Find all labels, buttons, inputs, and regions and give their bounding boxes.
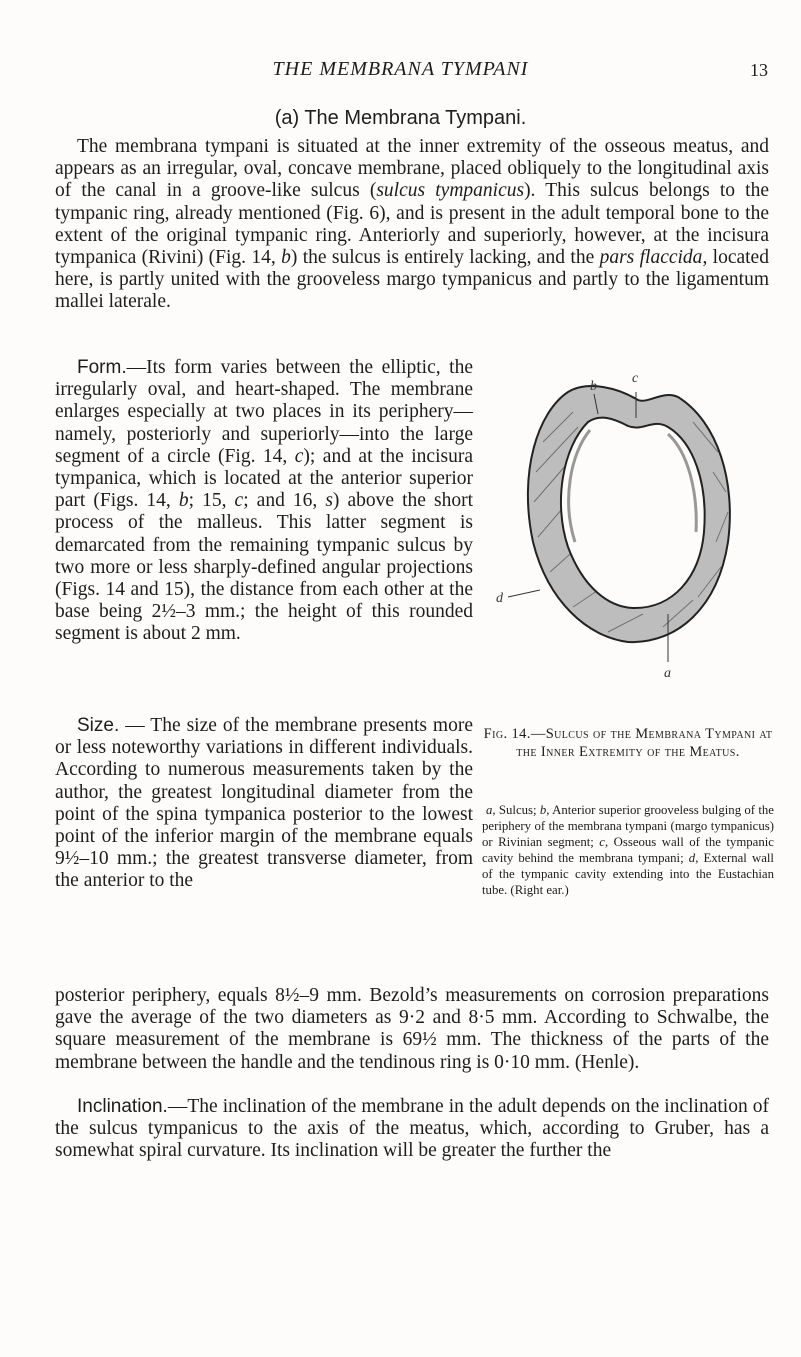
figure-label-a: a — [664, 666, 671, 681]
form-heading: Form. — [77, 357, 127, 378]
paragraph-size-continued: posterior periphery, equals 8½–9 mm. Bezold’s measurements on corrosion preparations gave the average of the two diameters as 9·2 and 8·5 mm. According to Schwalbe, the square measurement of the membrane is 69½ mm. The thickness of the parts of the membrane between the handle and the tendinous ring is 0·10 mm. (Henle). — [55, 985, 769, 1073]
page-number: 13 — [750, 60, 768, 80]
paragraph-intro: The membrana tympani is situated at the inner extremity of the osseous meatus, and appears as an irregular, oval, concave membrane, placed obliquely to the longitudinal axis of the canal in a groove-like sulcus (sulcus tympanicus). This sulcus belongs to the tympanic ring, already mentioned (Fig. 6), and is present in the adult temporal bone to the extent of the original tympanic ring. Anteriorly and superiorly, however, at the incisura tympanica (Rivini) (Fig. 14, b) the sulcus is entirely lacking, and the pars flaccida, located here, is partly united with the grooveless margo tympanicus and partly to the ligamentum mallei laterale. — [55, 136, 769, 313]
figure-14-illustration — [478, 352, 778, 712]
running-header: THE MEMBRANA TYMPANI — [272, 58, 529, 80]
figure-caption-title: Fig. 14.—Sulcus of the Membrana Tympani at the Inner Extremity of the Meatus. — [483, 726, 773, 760]
figure-label-b: b — [590, 379, 597, 394]
paragraph-form: Form.—Its form varies between the elliptic, the irregularly oval, and heart-shaped. The membrane enlarges especially at two places in its periphery—namely, posteriorly and superiorly—into the large segment of a circle (Fig. 14, c); and at the incisura tympanica, which is located at the anterior superior part (Figs. 14, b; 15, c; and 16, s) above the short process of the malleus. This latter segment is demarcated from the remaining tympanic sulcus by two more or less sharply-defined angular projections (Figs. 14 and 15), the distance from each other at the base being 2½–3 mm.; the height of this rounded segment is about 2 mm. — [55, 357, 473, 645]
inclination-heading: Inclination. — [77, 1096, 168, 1117]
size-heading: Size. — [77, 715, 120, 736]
sulcus-illustration — [478, 352, 778, 712]
figure-caption-body: a, Sulcus; b, Anterior superior grooveless bulging of the periphery of the membrana tympani (margo tympanicus) or Rivinian segment; c, Osseous wall of the tympanic cavity behind the membrana tympani; d, External wall of the tympanic cavity extending into the Eustachian tube. (Right ear.) — [482, 803, 774, 897]
figure-label-c: c — [632, 371, 639, 386]
section-title: (a) The Membrana Tympani. — [274, 107, 527, 129]
paragraph-inclination: Inclination.—The inclination of the membrane in the adult depends on the inclination of the sulcus tympanicus to the axis of the meatus, which, according to Gruber, has a somewhat spiral curvature. Its inclination will be greater the further the — [55, 1096, 769, 1162]
paragraph-size: Size. — The size of the membrane presents more or less noteworthy variations in different individuals. According to numerous measurements taken by the author, the greatest longitudinal diameter from the point of the spina tympanica posterior to the lowest point of the inferior margin of the membrane equals 9½–10 mm.; the greatest transverse diameter, from the anterior to the — [55, 715, 473, 892]
figure-label-d: d — [496, 591, 503, 606]
